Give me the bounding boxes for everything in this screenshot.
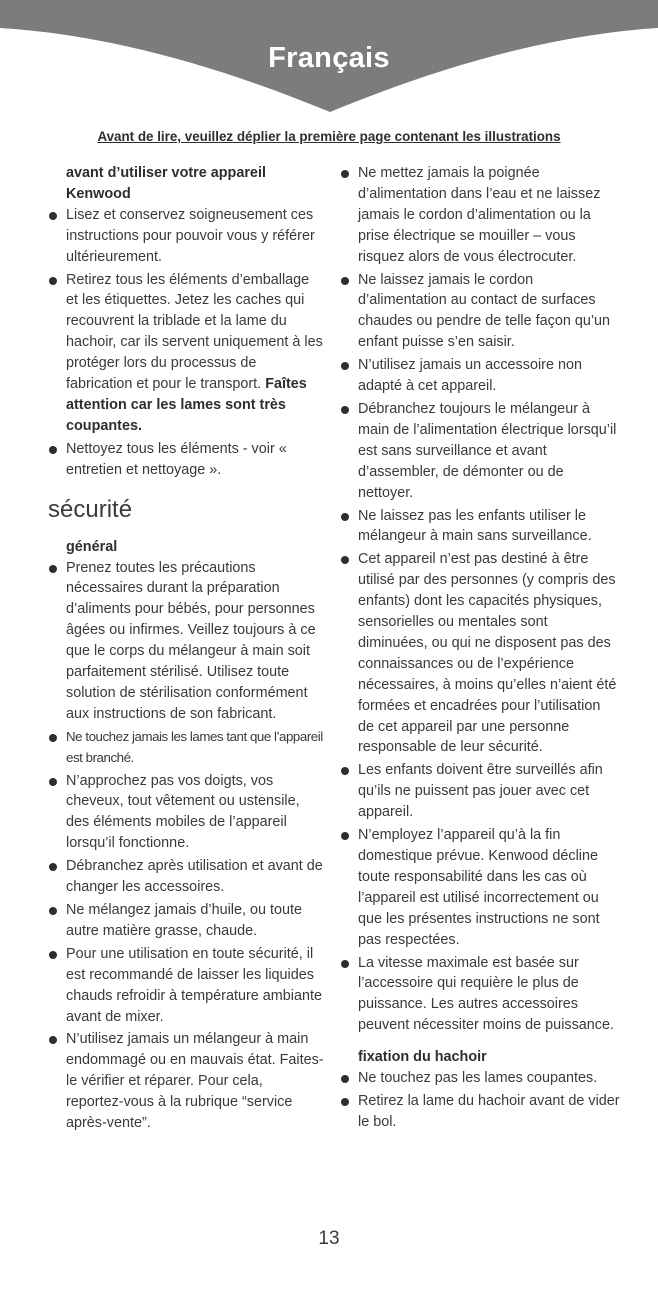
list-item-text: Nettoyez tous les éléments - voir « entretien et nettoyage ». (66, 440, 287, 478)
list-item-text: Les enfants doivent être surveillés afin qu’ils ne puissent pas jouer avec cet appareil. (358, 762, 603, 821)
list-item (340, 1068, 620, 1089)
bullet-icon (341, 406, 349, 414)
list-item-text: Lisez et conservez soigneusement ces instructions pour pouvoir vous y référer ultérieurement. (66, 206, 315, 265)
bullet-icon (341, 277, 349, 285)
list-item-text: Cet appareil n’est pas destiné à être utilisé par des personnes (y compris des enfants) dont les capacités physiques, sensorielles ou mentales sont diminuées, ou qui ne disposent pas des connaissances ou de l’expérience nécessaires, à moins qu’elles n’aient été formées et encadrées pour l’utilisation de cet appareil par une personne responsable de leur sécurité. (358, 551, 617, 756)
blade-warning: Faîtes attention car les lames sont très coupantes. (66, 376, 307, 434)
list-item-text: Pour une utilisation en toute sécurité, il est recommandé de laisser les liquides chauds refroidir à température ambiante avant de mixer. (66, 945, 322, 1025)
general-list (48, 558, 324, 1134)
bullet-icon (341, 170, 349, 178)
list-item (340, 953, 620, 1037)
header-banner (0, 0, 658, 120)
bullet-icon (341, 832, 349, 840)
bullet-icon (49, 778, 57, 786)
before-use-list (48, 205, 324, 481)
bullet-icon (49, 446, 57, 454)
list-item-text: N’utilisez jamais un accessoire non adapté à cet appareil. (358, 357, 582, 395)
list-item (340, 355, 620, 397)
page-number: 13 (318, 1228, 340, 1249)
list-item (48, 1029, 324, 1134)
list-item (340, 270, 620, 354)
bullet-icon (49, 951, 57, 959)
bullet-icon (49, 734, 57, 742)
list-item (48, 439, 324, 481)
right-column (340, 163, 620, 1135)
before-use-heading: avant d’utiliser votre appareil Kenwood (66, 165, 266, 202)
list-item (48, 205, 324, 268)
list-item-text: Débranchez après utilisation et avant de changer les accessoires. (66, 858, 323, 896)
list-item-text: Ne mettez jamais la poignée d’alimentation dans l’eau et ne laissez jamais le cordon d’alimentation ou la prise électrique se mouiller – vous risquez alors de vous électrocuter. (358, 165, 601, 265)
list-item (48, 727, 324, 769)
list-item (48, 944, 324, 1028)
list-item (340, 163, 620, 268)
list-item (340, 506, 620, 548)
list-item (48, 771, 324, 855)
list-item-text: Ne touchez pas les lames coupantes. (358, 1070, 598, 1087)
list-item-text: N’employez l’appareil qu’à la fin domestique prévue. Kenwood décline toute responsabilité dans les cas où l’appareil est utilisé incorrectement ou que les présentes instructions ne sont pas respectées. (358, 827, 600, 948)
bullet-icon (341, 767, 349, 775)
list-item (48, 856, 324, 898)
left-column (48, 163, 324, 1136)
list-item (340, 825, 620, 950)
list-item-text: Retirez la lame du hachoir avant de vider le bol. (358, 1092, 620, 1130)
list-item (48, 900, 324, 942)
bullet-icon (49, 907, 57, 915)
bullet-icon (341, 513, 349, 521)
bullet-icon (49, 212, 57, 220)
section-heading-safety: sécurité (48, 495, 133, 523)
list-item-text: N’approchez pas vos doigts, vos cheveux, tout vêtement ou ustensile, des éléments mobiles de l’appareil lorsqu’il fonctionne. (66, 772, 300, 852)
bullet-icon (341, 1075, 349, 1083)
list-item-text: Ne laissez pas les enfants utiliser le mélangeur à main sans surveillance. (358, 507, 592, 545)
bullet-icon (49, 863, 57, 871)
list-item-text: La vitesse maximale est basée sur l’accessoire qui requière le plus de puissance. Les autres accessoires peuvent nécessiter moins de puissance. (358, 954, 614, 1034)
general-heading: général (66, 538, 118, 555)
bullet-icon (49, 1036, 57, 1044)
bullet-icon (341, 556, 349, 564)
list-item (340, 760, 620, 823)
list-item-text: N’utilisez jamais un mélangeur à main endommagé ou en mauvais état. Faites-le vérifier et réparer. Pour cela, reportez-vous à la rubrique “service après-vente”. (66, 1031, 324, 1132)
list-item (340, 549, 620, 758)
bullet-icon (49, 565, 57, 573)
list-item-text: Ne laissez jamais le cordon d’alimentation au contact de surfaces chaudes ou pendre de telle façon qu’un enfant puisse s’en saisir. (358, 271, 611, 351)
list-item (340, 1091, 620, 1133)
fold-out-notice: Avant de lire, veuillez déplier la première page contenant les illustrations (97, 129, 561, 144)
bullet-icon (49, 277, 57, 285)
list-item-text: Ne touchez jamais les lames tant que l’appareil est branché. (66, 728, 323, 765)
bullet-icon (341, 362, 349, 370)
list-item-text: Débranchez toujours le mélangeur à main de l’alimentation électrique lorsqu’il est sans surveillance et avant d’assembler, de démonter ou de nettoyer. (358, 400, 617, 501)
list-item (48, 270, 324, 437)
list-item (48, 558, 324, 725)
safety-list-continued (340, 163, 620, 1036)
list-item-text: Ne mélangez jamais d’huile, ou toute autre matière grasse, chaude. (66, 902, 302, 939)
list-item-text: Prenez toutes les précautions nécessaires durant la préparation d’aliments pour bébés, pour personnes âgées ou infirmes. Veillez toujours à ce que le corps du mélangeur à main soit parfaitement stérilisé. Utilisez toute solution de stérilisation conformément aux instructions de son fabricant. (66, 559, 316, 722)
bullet-icon (341, 1098, 349, 1106)
bullet-icon (341, 960, 349, 968)
language-title: Français (268, 42, 390, 74)
list-item-text: Retirez tous les éléments d’emballage et les étiquettes. Jetez les caches qui recouvrent la triblade et la lame du hachoir, car ils servent uniquement à les protéger lors du processus de fabrication et pour le transport. (66, 271, 323, 393)
chopper-list (340, 1068, 620, 1133)
chopper-heading: fixation du hachoir (358, 1049, 487, 1066)
list-item (340, 399, 620, 504)
